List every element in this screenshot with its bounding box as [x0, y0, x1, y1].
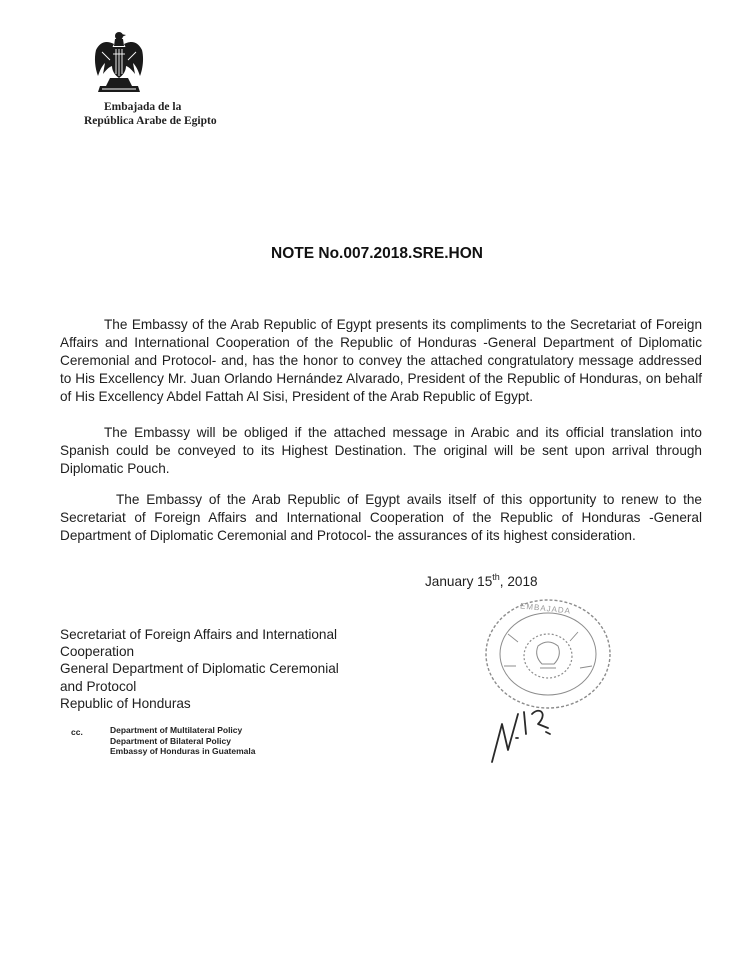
addressee-line: Republic of Honduras — [60, 695, 191, 711]
addressee-line: Secretariat of Foreign Affairs and International — [60, 627, 338, 642]
cc-recipient: Department of Multilateral Policy — [110, 725, 243, 735]
note-date — [425, 574, 538, 589]
date-ordinal-suffix: th — [492, 572, 500, 582]
addressee-line: and Protocol — [60, 678, 137, 694]
addressee-line: General Department of Diplomatic Ceremonial — [60, 661, 339, 677]
embassy-name-line2: República Arabe de Egipto — [84, 115, 217, 127]
embassy-letterhead — [84, 100, 217, 128]
cc-recipient: Embassy of Honduras in Guatemala — [110, 746, 256, 756]
handwritten-signature-icon — [488, 694, 558, 766]
note-number-title: NOTE No.007.2018.SRE.HON — [271, 245, 483, 262]
date-month-day: January 15 — [425, 574, 493, 589]
cc-label: cc. — [71, 727, 83, 737]
addressee-line: Cooperation — [60, 644, 135, 660]
egypt-eagle-emblem-icon — [88, 30, 150, 96]
body-paragraph-3: The Embassy of the Arab Republic of Egypt avails itself of this opportunity to renew to the Secretariat of Foreign Affairs and International Cooperation of the Republic of Honduras -General Department of Diplomatic Ceremonial and Protocol- the assurances of its highest consideration. — [60, 492, 702, 543]
embassy-name-line1: Embajada de la — [104, 101, 182, 113]
cc-recipient: Department of Bilateral Policy — [110, 735, 231, 746]
addressee-block — [60, 626, 339, 712]
cc-recipient-list — [110, 725, 255, 757]
body-paragraph-2: The Embassy will be obliged if the attached message in Arabic and its official translation into Spanish could be conveyed to its Highest Destination. The original will be sent upon arrival through Diplomatic Pouch. — [60, 425, 702, 476]
body-paragraph-1: The Embassy of the Arab Republic of Egypt presents its compliments to the Secretariat of Foreign Affairs and International Cooperation of the Republic of Honduras -General Department of Diplomatic Ceremonial and Protocol- and, has the honor to convey the attached congratulatory message addressed to His Excellency Mr. Juan Orlando Hernández Alvarado, President of the Republic of Honduras, on behalf of His Excellency Abdel Fattah Al Sisi, President of the Arab Republic of Egypt. — [60, 317, 702, 404]
stamp-text: EMBAJADA — [519, 601, 572, 616]
date-year: , 2018 — [499, 574, 538, 589]
